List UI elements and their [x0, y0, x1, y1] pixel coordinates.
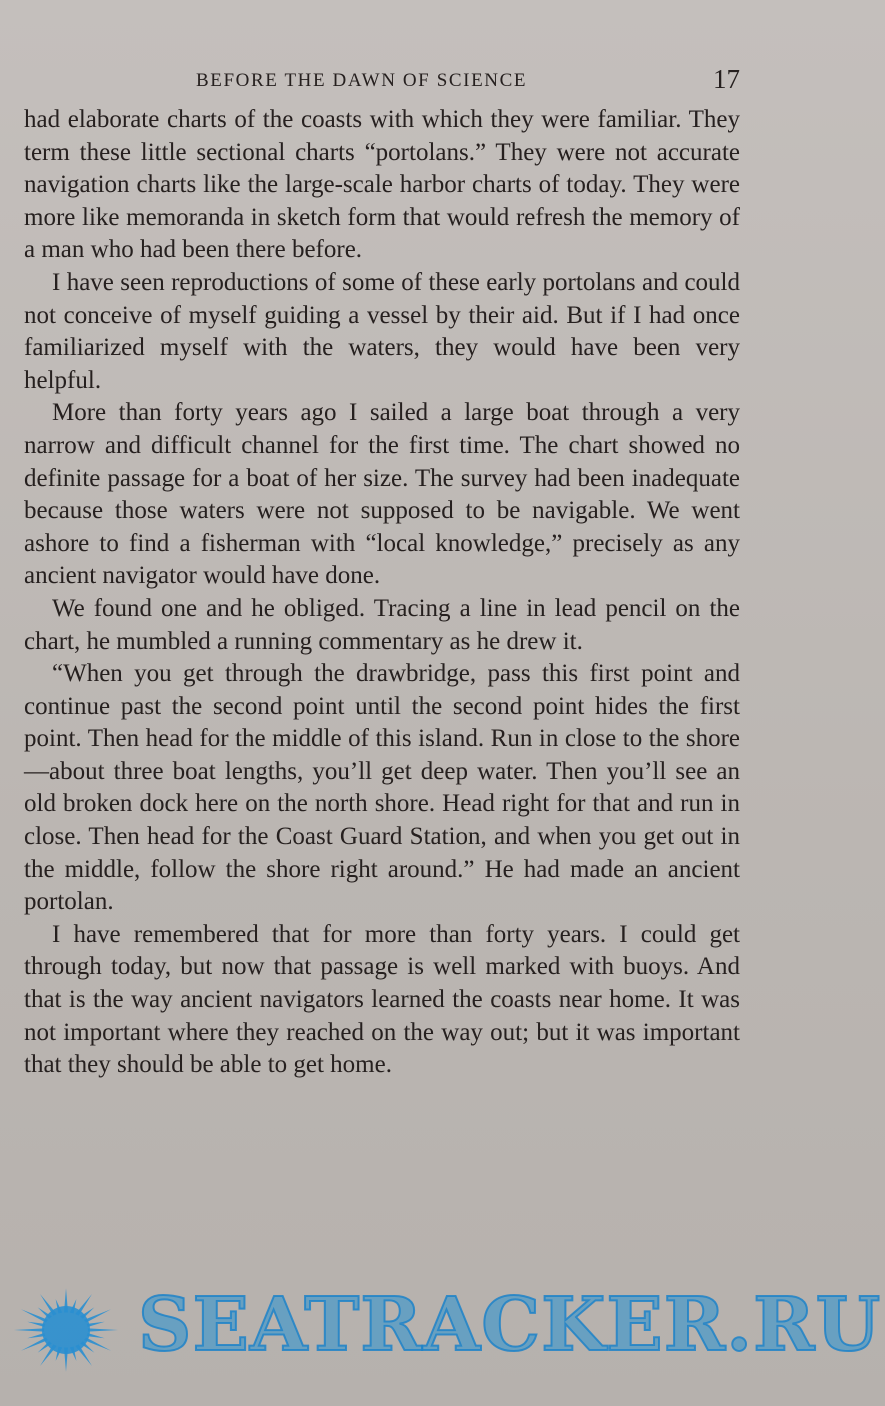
sun-icon	[2, 1278, 130, 1382]
paragraph: I have seen reproductions of some of these early portolans and could not conceive of myself guiding a vessel by their aid. But if I had once familiarized myself with the waters, they would have been very helpful.	[24, 268, 740, 394]
page-number: 17	[713, 64, 740, 94]
running-title: BEFORE THE DAWN OF SCIENCE	[196, 70, 528, 91]
watermark	[0, 1276, 885, 1386]
running-head	[196, 64, 740, 100]
paragraph: had elaborate charts of the coasts with which they were familiar. They term these little sectional charts “portolans.” They were not accurate navigation charts like the large-scale harbor charts of today. They were more like memoranda in sketch form that would refresh the memory of a man who had been there before.	[24, 106, 740, 264]
paragraph: More than forty years ago I sailed a large boat through a very narrow and difficult channel for the first time. The chart showed no definite passage for a boat of her size. The survey had been inadequate because those waters were not supposed to be navigable. We went ashore to find a fisherman with “local knowledge,” precisely as any ancient navigator would have done.	[24, 399, 740, 590]
watermark-text: SEATRACKER.RU	[138, 1282, 882, 1368]
body-text	[24, 104, 740, 1082]
sun-ray	[14, 1328, 44, 1331]
paragraph: I have remembered that for more than forty years. I could get through today, but now that passage is well marked with buoys. And that is the way ancient navigators learned the coasts near home. It was not important where they reached on the way out; but it was important that they should be able to get home.	[24, 920, 740, 1079]
paragraph: We found one and he obliged. Tracing a line in lead pencil on the chart, he mumbled a running commentary as he drew it.	[24, 594, 740, 655]
paragraph: “When you get through the drawbridge, pass this first point and continue past the second point until the second point hides the first point. Then head for the middle of this island. Run in close to the shore—about three boat lengths, you’ll get deep water. Then you’ll see an old broken dock here on the north shore. Head right for that and run in close. Then head for the Coast Guard Station, and when you get out in the middle, follow the shore right around.” He had made an ancient portolan.	[24, 660, 740, 916]
sun-ray	[88, 1328, 118, 1331]
